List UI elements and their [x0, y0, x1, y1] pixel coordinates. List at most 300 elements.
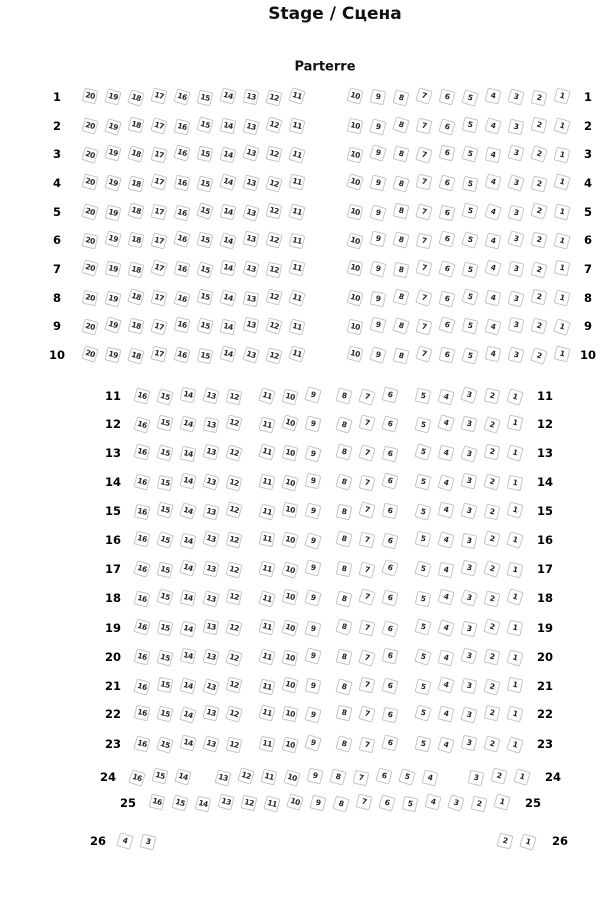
seat[interactable]	[485, 147, 502, 164]
seat[interactable]	[381, 677, 398, 694]
seat[interactable]	[134, 705, 151, 722]
seat[interactable]	[196, 175, 213, 192]
seat[interactable]	[134, 591, 151, 608]
seat[interactable]	[203, 417, 220, 434]
seat[interactable]	[414, 443, 432, 461]
seat[interactable]	[156, 736, 174, 754]
seat[interactable]	[422, 770, 439, 787]
seat[interactable]	[304, 734, 322, 752]
seat[interactable]	[507, 88, 524, 105]
seat[interactable]	[225, 414, 242, 431]
seat[interactable]	[415, 474, 432, 491]
seat[interactable]	[202, 648, 219, 665]
seat[interactable]	[415, 289, 433, 307]
seat[interactable]	[346, 173, 364, 191]
seat[interactable]	[356, 794, 373, 811]
seat[interactable]	[259, 736, 276, 753]
seat[interactable]	[258, 648, 275, 665]
seat[interactable]	[553, 87, 570, 104]
seat[interactable]	[553, 173, 570, 190]
seat[interactable]	[261, 769, 278, 786]
seat[interactable]	[438, 316, 455, 333]
seat[interactable]	[116, 832, 133, 849]
seat[interactable]	[438, 706, 455, 723]
seat[interactable]	[438, 445, 455, 462]
seat[interactable]	[81, 345, 99, 363]
seat[interactable]	[506, 444, 523, 461]
seat[interactable]	[531, 90, 548, 107]
seat[interactable]	[461, 416, 478, 433]
seat[interactable]	[289, 319, 306, 336]
seat[interactable]	[225, 444, 243, 462]
seat[interactable]	[378, 794, 395, 811]
seat[interactable]	[484, 173, 501, 190]
seat[interactable]	[461, 533, 478, 550]
seat[interactable]	[484, 444, 501, 461]
seat[interactable]	[237, 767, 255, 785]
seat[interactable]	[151, 88, 168, 105]
seat[interactable]	[460, 502, 477, 519]
seat[interactable]	[461, 145, 478, 162]
seat[interactable]	[483, 473, 500, 490]
seat[interactable]	[485, 346, 502, 363]
seat[interactable]	[219, 146, 236, 163]
seat[interactable]	[173, 88, 190, 105]
seat[interactable]	[289, 118, 306, 135]
seat[interactable]	[439, 291, 456, 308]
seat[interactable]	[508, 317, 525, 334]
seat[interactable]	[462, 176, 479, 193]
seat[interactable]	[104, 230, 121, 247]
seat[interactable]	[281, 414, 298, 431]
seat[interactable]	[220, 118, 237, 135]
seat[interactable]	[179, 677, 196, 694]
seat[interactable]	[381, 472, 398, 489]
seat[interactable]	[347, 319, 364, 336]
seat[interactable]	[179, 415, 196, 432]
seat[interactable]	[266, 146, 283, 163]
seat[interactable]	[202, 530, 219, 547]
seat[interactable]	[156, 388, 173, 405]
seat[interactable]	[156, 649, 173, 666]
seat[interactable]	[346, 232, 363, 249]
seat[interactable]	[335, 618, 353, 636]
seat[interactable]	[82, 233, 99, 250]
seat[interactable]	[439, 205, 456, 222]
seat[interactable]	[242, 346, 260, 364]
seat[interactable]	[553, 318, 571, 336]
seat[interactable]	[485, 290, 502, 307]
seat[interactable]	[288, 289, 306, 307]
seat[interactable]	[104, 174, 121, 191]
seat[interactable]	[310, 795, 327, 812]
seat[interactable]	[203, 504, 220, 521]
seat[interactable]	[195, 796, 212, 813]
seat[interactable]	[336, 649, 353, 666]
seat[interactable]	[336, 705, 353, 722]
seat[interactable]	[105, 205, 122, 222]
seat[interactable]	[263, 795, 280, 812]
seat[interactable]	[483, 618, 500, 635]
seat[interactable]	[369, 346, 387, 364]
seat[interactable]	[283, 769, 300, 786]
seat[interactable]	[382, 707, 399, 724]
seat[interactable]	[258, 387, 276, 405]
seat[interactable]	[484, 117, 501, 134]
seat[interactable]	[484, 504, 501, 521]
seat[interactable]	[104, 88, 121, 105]
seat[interactable]	[220, 204, 237, 221]
seat[interactable]	[530, 261, 547, 278]
seat[interactable]	[439, 89, 456, 106]
seat[interactable]	[173, 204, 190, 221]
seat[interactable]	[461, 89, 478, 106]
seat[interactable]	[259, 417, 276, 434]
seat[interactable]	[332, 795, 349, 812]
seat[interactable]	[359, 620, 376, 637]
seat[interactable]	[173, 346, 190, 363]
seat[interactable]	[307, 768, 324, 785]
seat[interactable]	[414, 560, 431, 577]
seat[interactable]	[219, 232, 236, 249]
seat[interactable]	[81, 259, 98, 276]
seat[interactable]	[225, 619, 242, 636]
seat[interactable]	[127, 347, 144, 364]
seat[interactable]	[358, 705, 375, 722]
seat[interactable]	[219, 289, 236, 306]
seat[interactable]	[282, 445, 299, 462]
seat[interactable]	[266, 203, 283, 220]
seat[interactable]	[217, 793, 234, 810]
seat[interactable]	[415, 531, 432, 548]
seat[interactable]	[493, 793, 510, 810]
seat[interactable]	[460, 386, 478, 404]
seat[interactable]	[358, 388, 376, 406]
seat[interactable]	[382, 590, 399, 607]
seat[interactable]	[127, 89, 145, 107]
seat[interactable]	[171, 794, 188, 811]
seat[interactable]	[506, 388, 523, 405]
seat[interactable]	[134, 504, 151, 521]
seat[interactable]	[484, 318, 501, 335]
seat[interactable]	[134, 649, 151, 666]
seat[interactable]	[483, 416, 500, 433]
seat[interactable]	[157, 415, 174, 432]
seat[interactable]	[381, 620, 398, 637]
seat[interactable]	[288, 146, 305, 163]
seat[interactable]	[531, 176, 548, 193]
seat[interactable]	[497, 833, 514, 850]
seat[interactable]	[174, 317, 191, 334]
seat[interactable]	[415, 345, 432, 362]
seat[interactable]	[508, 205, 525, 222]
seat[interactable]	[369, 204, 386, 221]
seat[interactable]	[305, 678, 322, 695]
seat[interactable]	[151, 147, 168, 164]
seat[interactable]	[369, 144, 387, 162]
seat[interactable]	[180, 387, 197, 404]
seat[interactable]	[414, 416, 431, 433]
seat[interactable]	[415, 388, 432, 405]
seat[interactable]	[197, 146, 214, 163]
seat[interactable]	[150, 232, 167, 249]
seat[interactable]	[381, 734, 398, 751]
seat[interactable]	[128, 232, 145, 249]
seat[interactable]	[460, 559, 477, 576]
seat[interactable]	[506, 705, 523, 722]
seat[interactable]	[508, 119, 525, 136]
seat[interactable]	[359, 415, 376, 432]
seat[interactable]	[82, 290, 99, 307]
seat[interactable]	[174, 175, 191, 192]
seat[interactable]	[259, 474, 276, 491]
seat[interactable]	[460, 589, 478, 607]
seat[interactable]	[483, 735, 500, 752]
seat[interactable]	[127, 261, 144, 278]
seat[interactable]	[484, 649, 501, 666]
seat[interactable]	[483, 560, 501, 578]
seat[interactable]	[265, 175, 282, 192]
seat[interactable]	[133, 530, 150, 547]
seat[interactable]	[530, 116, 547, 133]
seat[interactable]	[447, 794, 465, 812]
seat[interactable]	[258, 443, 275, 460]
seat[interactable]	[151, 346, 168, 363]
seat[interactable]	[243, 291, 260, 308]
seat[interactable]	[225, 705, 242, 722]
seat[interactable]	[416, 174, 433, 191]
seat[interactable]	[82, 174, 99, 191]
seat[interactable]	[202, 590, 219, 607]
seat[interactable]	[243, 89, 260, 106]
seat[interactable]	[203, 619, 220, 636]
seat[interactable]	[157, 562, 174, 579]
seat[interactable]	[220, 260, 237, 277]
seat[interactable]	[347, 118, 364, 135]
seat[interactable]	[197, 289, 214, 306]
seat[interactable]	[304, 647, 321, 664]
seat[interactable]	[415, 146, 432, 163]
seat[interactable]	[508, 261, 525, 278]
seat[interactable]	[81, 318, 98, 335]
seat[interactable]	[140, 834, 157, 851]
seat[interactable]	[203, 705, 220, 722]
seat[interactable]	[128, 769, 146, 787]
seat[interactable]	[392, 116, 410, 134]
seat[interactable]	[226, 532, 243, 549]
seat[interactable]	[507, 415, 524, 432]
seat[interactable]	[197, 90, 214, 107]
seat[interactable]	[485, 88, 502, 105]
seat[interactable]	[462, 318, 479, 335]
seat[interactable]	[439, 347, 456, 364]
seat[interactable]	[81, 203, 98, 220]
seat[interactable]	[438, 562, 455, 579]
seat[interactable]	[335, 387, 352, 404]
seat[interactable]	[226, 589, 243, 606]
seat[interactable]	[180, 446, 197, 463]
seat[interactable]	[127, 202, 144, 219]
seat[interactable]	[335, 590, 352, 607]
seat[interactable]	[346, 289, 363, 306]
seat[interactable]	[203, 561, 220, 578]
seat[interactable]	[282, 650, 299, 667]
seat[interactable]	[506, 501, 523, 518]
seat[interactable]	[219, 87, 236, 104]
seat[interactable]	[305, 473, 322, 490]
seat[interactable]	[152, 768, 169, 785]
seat[interactable]	[214, 769, 231, 786]
seat[interactable]	[151, 290, 168, 307]
seat[interactable]	[179, 559, 196, 576]
seat[interactable]	[381, 532, 398, 549]
seat[interactable]	[196, 116, 213, 133]
seat[interactable]	[226, 677, 243, 694]
seat[interactable]	[554, 204, 571, 221]
seat[interactable]	[82, 88, 99, 105]
seat[interactable]	[304, 386, 321, 403]
seat[interactable]	[179, 502, 197, 520]
seat[interactable]	[226, 737, 243, 754]
seat[interactable]	[105, 261, 122, 278]
seat[interactable]	[415, 259, 432, 276]
seat[interactable]	[382, 503, 399, 520]
seat[interactable]	[359, 677, 376, 694]
seat[interactable]	[438, 118, 455, 135]
seat[interactable]	[437, 736, 454, 753]
seat[interactable]	[282, 706, 299, 723]
seat[interactable]	[127, 288, 145, 306]
seat[interactable]	[265, 116, 283, 134]
seat[interactable]	[133, 618, 150, 635]
seat[interactable]	[424, 793, 441, 810]
seat[interactable]	[286, 793, 304, 811]
seat[interactable]	[81, 146, 99, 164]
seat[interactable]	[259, 679, 276, 696]
seat[interactable]	[258, 560, 275, 577]
seat[interactable]	[415, 87, 433, 105]
seat[interactable]	[202, 735, 219, 752]
seat[interactable]	[156, 705, 173, 722]
seat[interactable]	[104, 118, 122, 136]
seat[interactable]	[202, 443, 219, 460]
seat[interactable]	[382, 387, 399, 404]
seat[interactable]	[358, 588, 376, 606]
seat[interactable]	[437, 474, 454, 491]
seat[interactable]	[133, 416, 150, 433]
seat[interactable]	[460, 706, 477, 723]
seat[interactable]	[359, 532, 376, 549]
seat[interactable]	[105, 145, 122, 162]
seat[interactable]	[281, 561, 299, 579]
seat[interactable]	[416, 319, 433, 336]
seat[interactable]	[530, 347, 548, 365]
seat[interactable]	[438, 260, 456, 278]
seat[interactable]	[288, 259, 305, 276]
seat[interactable]	[461, 473, 478, 490]
seat[interactable]	[258, 503, 275, 520]
seat[interactable]	[151, 204, 168, 221]
seat[interactable]	[305, 621, 322, 638]
seat[interactable]	[149, 794, 166, 811]
seat[interactable]	[381, 559, 399, 577]
seat[interactable]	[370, 175, 387, 192]
seat[interactable]	[156, 501, 173, 518]
seat[interactable]	[437, 676, 454, 693]
seat[interactable]	[281, 531, 298, 548]
seat[interactable]	[461, 347, 478, 364]
seat[interactable]	[225, 649, 243, 667]
seat[interactable]	[346, 146, 363, 163]
seat[interactable]	[531, 232, 548, 249]
seat[interactable]	[265, 317, 283, 335]
seat[interactable]	[281, 619, 298, 636]
seat[interactable]	[346, 87, 363, 104]
seat[interactable]	[179, 620, 196, 637]
seat[interactable]	[197, 232, 214, 249]
seat[interactable]	[370, 89, 387, 106]
seat[interactable]	[414, 648, 432, 666]
seat[interactable]	[382, 648, 399, 665]
seat[interactable]	[202, 473, 220, 491]
seat[interactable]	[259, 619, 276, 636]
seat[interactable]	[393, 203, 410, 220]
seat[interactable]	[336, 504, 353, 521]
seat[interactable]	[304, 589, 321, 606]
seat[interactable]	[304, 706, 321, 723]
seat[interactable]	[346, 345, 363, 362]
seat[interactable]	[288, 203, 305, 220]
seat[interactable]	[461, 202, 478, 219]
seat[interactable]	[393, 146, 410, 163]
seat[interactable]	[219, 173, 237, 191]
seat[interactable]	[281, 474, 298, 491]
seat[interactable]	[157, 475, 174, 492]
seat[interactable]	[471, 796, 488, 813]
seat[interactable]	[554, 147, 571, 164]
seat[interactable]	[381, 415, 398, 432]
seat[interactable]	[370, 291, 387, 308]
seat[interactable]	[359, 737, 376, 754]
seat[interactable]	[358, 649, 375, 666]
seat[interactable]	[392, 89, 409, 106]
seat[interactable]	[180, 648, 197, 665]
seat[interactable]	[490, 767, 507, 784]
seat[interactable]	[265, 89, 282, 106]
seat[interactable]	[289, 233, 306, 250]
seat[interactable]	[335, 735, 352, 752]
seat[interactable]	[437, 388, 454, 405]
seat[interactable]	[461, 231, 479, 249]
seat[interactable]	[226, 389, 243, 406]
seat[interactable]	[415, 736, 432, 753]
seat[interactable]	[347, 260, 364, 277]
seat[interactable]	[483, 530, 500, 547]
seat[interactable]	[415, 203, 432, 220]
seat[interactable]	[485, 233, 502, 250]
seat[interactable]	[196, 261, 213, 278]
seat[interactable]	[506, 531, 524, 549]
seat[interactable]	[156, 531, 174, 549]
seat[interactable]	[335, 678, 352, 695]
seat[interactable]	[507, 677, 524, 694]
seat[interactable]	[266, 348, 283, 365]
seat[interactable]	[304, 445, 321, 462]
seat[interactable]	[507, 562, 524, 579]
seat[interactable]	[174, 119, 191, 136]
seat[interactable]	[289, 174, 306, 191]
seat[interactable]	[242, 118, 259, 135]
